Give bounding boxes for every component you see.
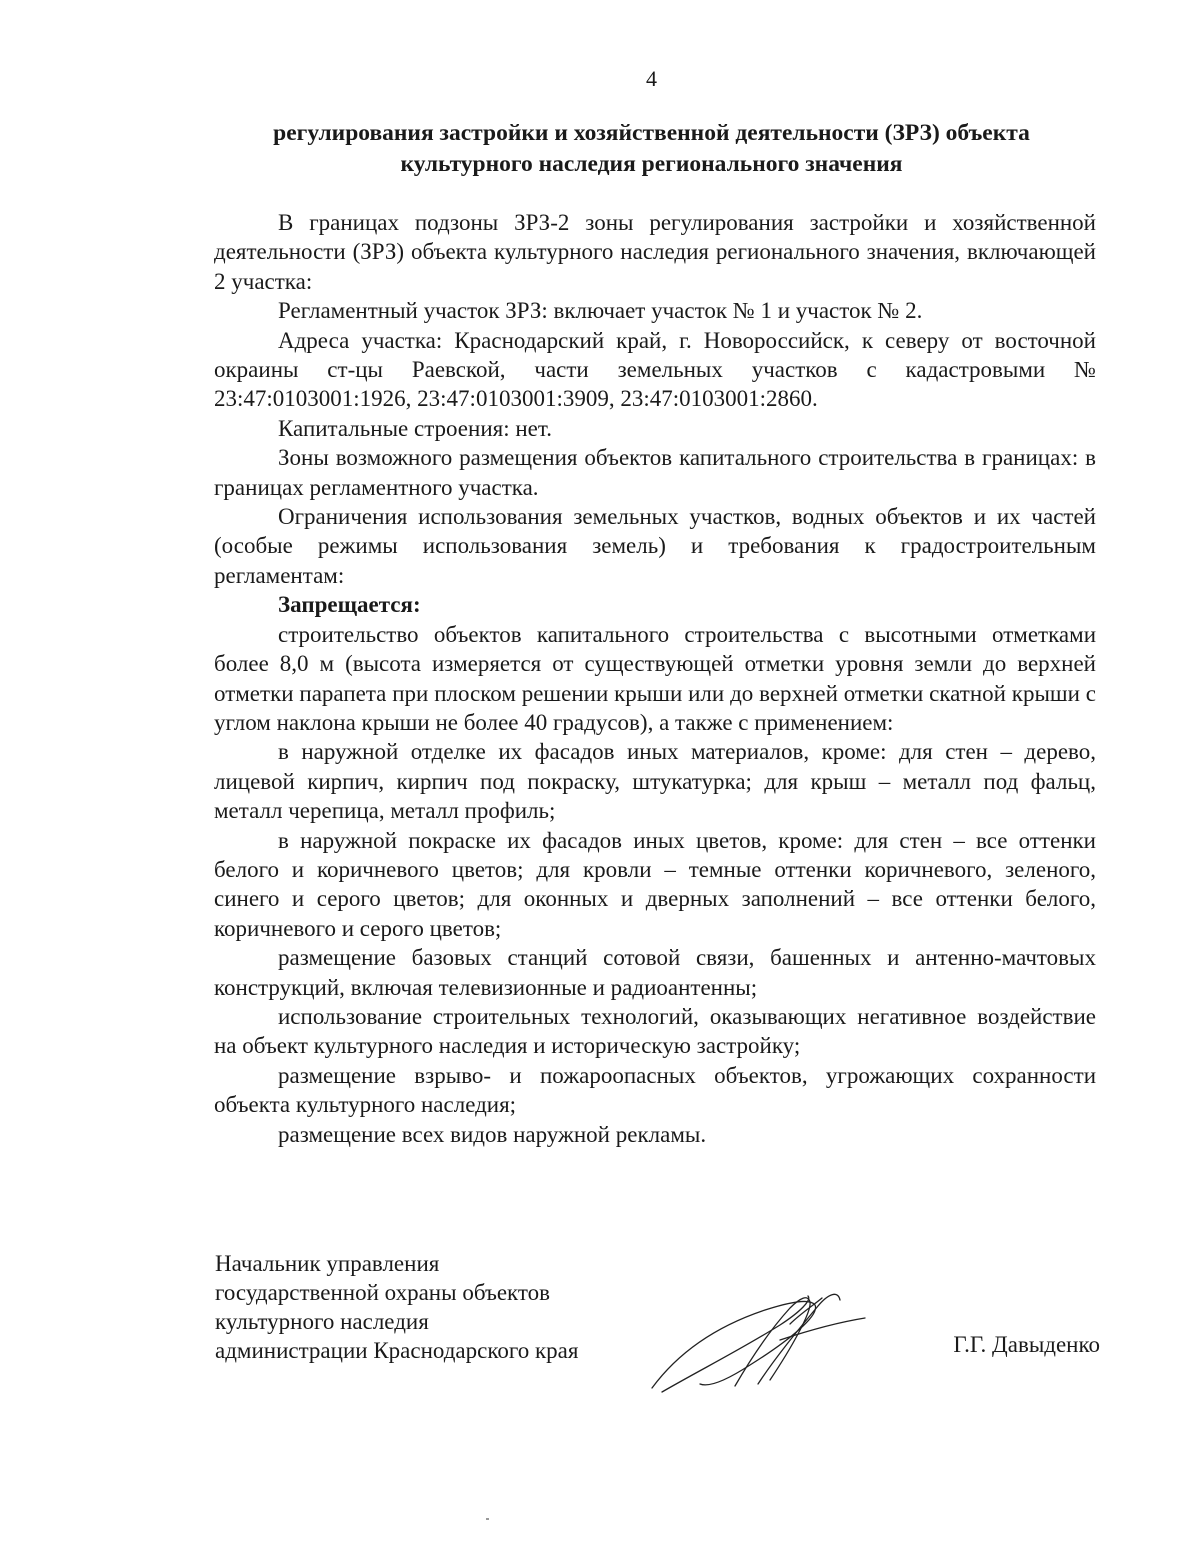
document-body [214, 208, 1096, 1149]
zones-paragraph: Зоны возможного размещения объектов капитального строительства в границах: в границах регламентного участка. [214, 445, 1096, 500]
signatory-title [215, 1249, 655, 1365]
prohibited-item: размещение всех видов наружной рекламы. [278, 1121, 707, 1147]
address-paragraph: Адреса участка: Краснодарский край, г. Новороссийск, к северу от восточной окраины ст-цы Раевской, части земельных участков с кадастровыми № 23:47:0103001:1926, 23:47:0103001:3909, 23:47:0103001:2860. [214, 327, 1096, 412]
scan-speck [486, 1518, 489, 1520]
intro-paragraph: В границах подзоны ЗРЗ-2 зоны регулирования застройки и хозяйственной деятельности (ЗРЗ) объекта культурного наследия регионального значения, включающей 2 участка: [214, 210, 1096, 294]
prohibited-item: размещение базовых станций сотовой связи, башенных и антенно-мачтовых конструкций, включая телевизионные и радиоантенны; [214, 945, 1096, 1000]
signatory-title-line: культурного наследия [215, 1309, 429, 1334]
prohibited-item: строительство объектов капитального строительства с высотными отметками более 8,0 м (высота измеряется от существующей отметки уровня земли до верхней отметки парапета при плоском решении крыши или до верхней отметки скатной крыши с углом наклона крыши не более 40 градусов), а также с применением: [214, 621, 1096, 735]
signatory-title-line: администрации Краснодарского края [215, 1338, 579, 1363]
signatory-title-line: Начальник управления [215, 1251, 440, 1276]
prohibited-item: использование строительных технологий, оказывающих негативное воздействие на объект культурного наследия и историческую застройку; [214, 1003, 1096, 1059]
page-number: 4 [646, 66, 657, 91]
heading-line-2: культурного наследия регионального значения [400, 151, 903, 177]
prohibited-item: в наружной отделке их фасадов иных материалов, кроме: для стен – дерево, лицевой кирпич, кирпич под покраску, штукатурка; для крыш – металл под фальц, металл черепица, металл профиль; [214, 739, 1096, 824]
restrictions-paragraph: Ограничения использования земельных участков, водных объектов и их частей (особые режимы использования земель) и требования к градостроительным регламентам: [214, 504, 1096, 588]
document-heading [200, 118, 1103, 180]
prohibited-item: размещение взрыво- и пожароопасных объектов, угрожающих сохранности объекта культурного наследия; [214, 1062, 1096, 1118]
capital-paragraph: Капитальные строения: нет. [278, 415, 552, 441]
handwritten-signature [640, 1280, 870, 1400]
heading-line-1: регулирования застройки и хозяйственной деятельности (ЗРЗ) объекта [273, 120, 1030, 146]
prohibited-item: в наружной покраске их фасадов иных цветов, кроме: для стен – все оттенки белого и коричневого цветов; для кровли – темные оттенки коричневого, зеленого, синего и серого цветов; для оконных и дверных заполнений – все оттенки белого, коричневого и серого цветов; [214, 827, 1096, 941]
reglament-paragraph: Регламентный участок ЗРЗ: включает участок № 1 и участок № 2. [278, 298, 923, 324]
signatory-name: Г.Г. Давыденко [953, 1332, 1100, 1357]
signatory-title-line: государственной охраны объектов [215, 1280, 551, 1305]
prohibited-heading: Запрещается: [278, 592, 421, 618]
